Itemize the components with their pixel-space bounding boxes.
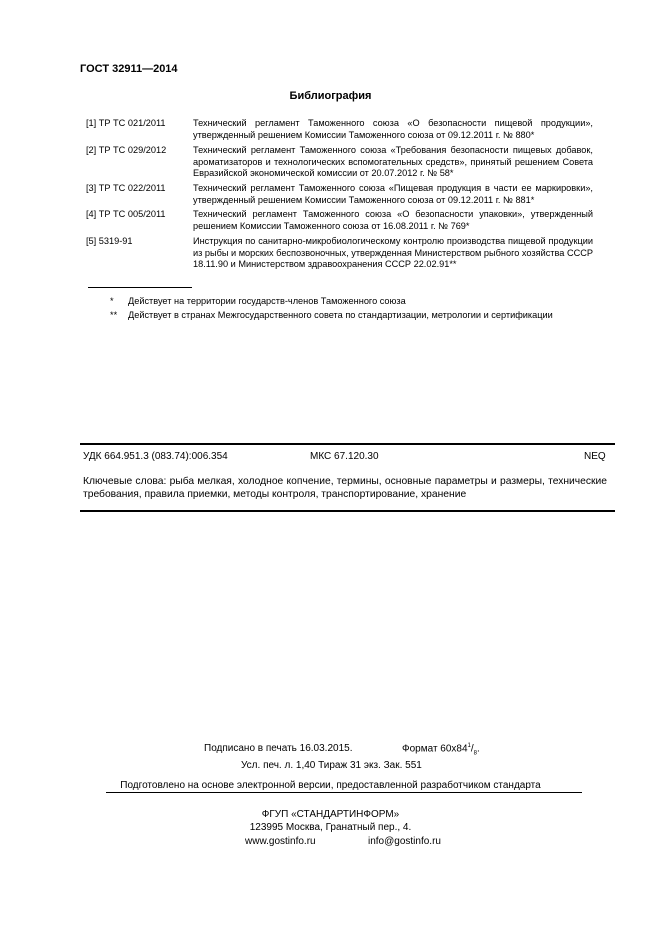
format-numerator: 1 bbox=[467, 743, 471, 749]
bibliography-title: Библиография bbox=[289, 90, 372, 102]
prepared-underline bbox=[106, 792, 582, 793]
publisher-name: ФГУП «СТАНДАРТИНФОРМ» bbox=[261, 809, 400, 820]
document-code: ГОСТ 32911—2014 bbox=[80, 63, 178, 75]
prepared-note: Подготовлено на основе электронной версии, предоставленной разработчиком стандарта bbox=[120, 780, 541, 791]
reference-text: Технический регламент Таможенного союза «О безопасности пищевой продукции», утвержденный решением Комиссии Таможенного союза от 09.12.2011 г. № 880* bbox=[193, 118, 593, 140]
mks-code: МКС 67.120.30 bbox=[310, 451, 379, 462]
reference-text: Технический регламент Таможенного союза «Требования безопасности пищевых добавок, ароматизаторов и технологических вспомогательных средств», принятый решением Совета Евразийской экономической комиссии от 20.07.2012 г. № 58* bbox=[193, 145, 593, 179]
reference-text: Технический регламент Таможенного союза «О безопасности упаковки», утвержденный решением Комиссии Таможенного союза от 16.08.2011 г. № 769* bbox=[193, 209, 593, 231]
footnote-text: Действует на территории государств-членов Таможенного союза bbox=[128, 296, 406, 306]
paper-format: Формат $60x84^1/_8$. bbox=[402, 743, 480, 757]
udk-code: УДК 664.951.3 (083.74):006.354 bbox=[83, 451, 228, 462]
reference-id: [1] ТР ТС 021/2011 bbox=[86, 118, 166, 128]
footnote-mark: * bbox=[110, 296, 114, 306]
reference-id: [2] ТР ТС 029/2012 bbox=[86, 145, 167, 155]
reference-id: [5] 5319-91 bbox=[86, 236, 133, 246]
neq-marker: NEQ bbox=[584, 451, 606, 462]
format-denominator: 8 bbox=[473, 750, 478, 757]
reference-id: [3] ТР ТС 022/2011 bbox=[86, 183, 166, 193]
publisher-email: info@gostinfo.ru bbox=[368, 836, 441, 847]
footnote-separator bbox=[88, 287, 192, 288]
format-label: Формат 60x84 bbox=[402, 743, 468, 755]
footnote bbox=[110, 310, 553, 321]
reference-text: Технический регламент Таможенного союза «Пищевая продукция в части ее маркировки», утвержденный решением Комиссии Таможенного союза от 09.12.2011 г. № 881* bbox=[193, 183, 593, 205]
print-details: Усл. печ. л. 1,40 Тираж 31 экз. Зак. 551 bbox=[241, 760, 422, 771]
reference-id: [4] ТР ТС 005/2011 bbox=[86, 209, 166, 219]
section-divider-bottom bbox=[80, 510, 615, 512]
signed-for-print: Подписано в печать 16.03.2015. bbox=[204, 743, 353, 754]
reference-text: Инструкция по санитарно-микробиологическому контролю производства пищевой продукции из рыбы и морских беспозвоночных, утвержденная Министерством рыбного хозяйства СССР 18.11.90 и Министерством здравоохранения СССР 22.02.91** bbox=[193, 236, 593, 270]
keywords-text: Ключевые слова: рыба мелкая, холодное копчение, термины, основные параметры и размеры, технические требования, правила приемки, методы контроля, транспортирование, хранение bbox=[83, 476, 607, 500]
footnote bbox=[110, 296, 406, 307]
footnote-mark: ** bbox=[110, 310, 118, 320]
section-divider-top bbox=[80, 443, 615, 445]
publisher-website: www.gostinfo.ru bbox=[245, 836, 316, 847]
publisher-address: 123995 Москва, Гранатный пер., 4. bbox=[249, 822, 412, 833]
format-end: . bbox=[477, 743, 480, 755]
footnote-text: Действует в странах Межгосударственного совета по стандартизации, метрологии и сертификации bbox=[128, 310, 553, 320]
